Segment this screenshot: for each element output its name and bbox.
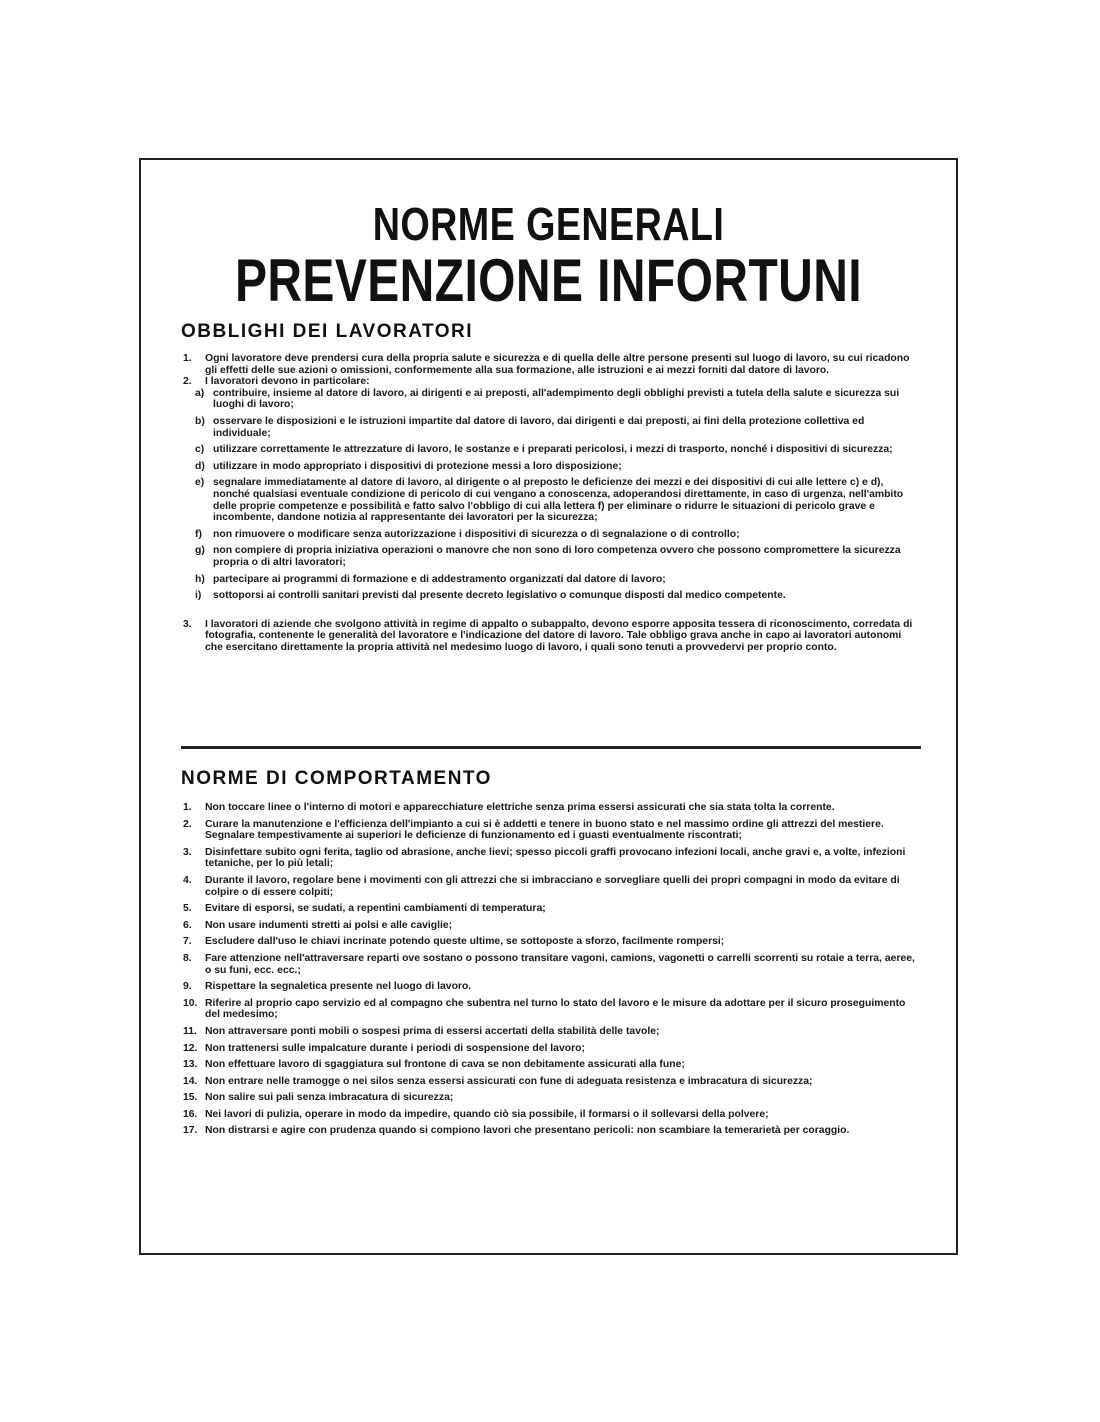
item-letter: b) [195,415,205,427]
item-letter: d) [195,460,205,472]
item-text: Non salire sui pali senza imbracatura di sicurezza; [205,1092,454,1104]
list-item [181,1109,921,1121]
list-item [181,936,921,948]
item-number: 1. [183,802,192,813]
list-item [181,802,921,814]
item-number: 7. [183,936,192,948]
item-text: Non entrare nelle tramogge o nei silos senza essersi assicurati con fune di adeguata resistenza e imbracatura di sicurezza; [205,1075,813,1087]
item-number: 2. [183,376,192,388]
poster-title-line1: NORME GENERALI [372,198,725,250]
item-number: 6. [183,919,192,931]
item-text: Escludere dall'uso le chiavi incrinate potendo queste ultime, se sottoposte a sforzo, facilmente rompersi; [205,936,725,948]
item-letter: i) [195,590,202,602]
item-text: Durante il lavoro, regolare bene i movimenti con gli attrezzi che si imbracciano e sorvegliare quelli dei propri compagni in modo da evitare di colpire o di essere colpiti; [205,874,900,898]
list-item [181,953,921,976]
list-item [181,477,921,523]
list-item [181,1059,921,1071]
list-item [181,1076,921,1088]
item-text: Ogni lavoratore deve prendersi cura della propria salute e sicurezza e di quella delle altre persone presenti sul luogo di lavoro, su cui ricadono gli effetti delle sue azioni o omissioni, conformemente alla sua formazione, alle istruzioni e ai mezzi forniti dal datore di lavoro. [205,353,910,376]
item-text: non rimuovere o modificare senza autorizzazione i dispositivi di sicurezza o di segnalazione o di controllo; [213,528,740,540]
item-number: 16. [183,1108,198,1120]
item-number: 3. [183,618,192,630]
item-text: Evitare di esporsi, se sudati, a repentini cambiamenti di temperatura; [205,903,546,915]
section-heading-obblighi: OBBLIGHI DEI LAVORATORI [181,321,474,342]
item-number: 11. [183,1025,197,1037]
item-number: 1. [183,353,192,364]
item-letter: a) [195,387,205,399]
list-item [181,461,921,473]
list-item [181,529,921,541]
item-number: 3. [183,846,192,858]
item-text: Curare la manutenzione e l'efficienza dell'impianto a cui si è addetti e tenere in buono stato e nel massimo ordine gli attrezzi del mestiere. Segnalare tempestivamente ai superiori le deficienze di funzionamento ed i guasti eventualmente riscontrati; [205,818,884,842]
item-text: utilizzare correttamente le attrezzature di lavoro, le sostanze e i preparati pericolosi, i mezzi di trasporto, nonché i dispositivi di sicurezza; [213,444,893,456]
list-item [181,1092,921,1104]
item-letter: c) [195,444,205,456]
item-number: 2. [183,818,192,830]
item-number: 10. [183,997,198,1009]
item-text: Rispettare la segnaletica presente nel luogo di lavoro. [205,981,472,993]
item-text: osservare le disposizioni e le istruzioni impartite dal datore di lavoro, dai dirigenti e dai preposti, ai fini della protezione collettiva ed individuale; [213,415,865,439]
item-text: Riferire al proprio capo servizio ed al compagno che subentra nel turno lo stato del lavoro e le misure da adottare per il sicuro proseguimento del medesimo; [205,997,906,1021]
item-number: 17. [183,1125,198,1137]
item-text: utilizzare in modo appropriato i dispositivi di protezione messi a loro disposizione; [213,460,622,472]
list-item [181,819,921,842]
item-letter: h) [195,573,205,585]
list-item [181,444,921,456]
list-item [181,388,921,411]
item-text: partecipare ai programmi di formazione e di addestramento organizzati dal datore di lavoro; [213,573,666,585]
item-text: Non toccare linee o l'interno di motori e apparecchiature elettriche senza prima essersi assicurati che sia stata tolta la corrente. [205,802,835,813]
item-letter: e) [195,477,205,489]
list-item [181,903,921,915]
list-item [181,847,921,870]
list-item [181,376,921,388]
item-text: I lavoratori di aziende che svolgono attività in regime di appalto o subappalto, devono esporre apposita tessera di riconoscimento, corredata di fotografia, contenente le generalità del lavoratore e l'indicazione del datore di lavoro. Tale obbligo grava anche in capo ai lavoratori autonomi che esercitano direttamente la propria attività nel medesimo luogo di lavoro, i quali sono tenuti a provvedervi per proprio conto. [205,618,913,653]
list-item [181,353,921,376]
item-number: 5. [183,903,192,915]
safety-poster [139,158,958,1255]
list-item [181,619,921,654]
item-text: contribuire, insieme al datore di lavoro, ai dirigenti e ai preposti, all'adempimento degli obblighi previsti a tutela della salute e sicurezza sui luoghi di lavoro; [213,387,900,411]
item-text: Non usare indumenti stretti ai polsi e alle caviglie; [205,919,453,931]
list-item [181,590,921,602]
item-text: Fare attenzione nell'attraversare reparti ove sostano o possono transitare vagoni, camions, vagonetti o carrelli scorrenti su rotaie a terra, aeree, o su funi, ecc. ecc.; [205,952,915,976]
obblighi-list [181,353,921,658]
item-number: 15. [183,1092,198,1104]
item-text: sottoporsi ai controlli sanitari previsti dal presente decreto legislativo o comunque disposti dal medico competente. [213,590,786,602]
item-text: I lavoratori devono in particolare: [205,376,370,388]
list-item [181,1043,921,1055]
item-text: Nei lavori di pulizia, operare in modo da impedire, quando ciò sia possibile, il formarsi o il sollevarsi della polvere; [205,1108,769,1120]
list-item [181,416,921,439]
item-number: 14. [183,1075,198,1087]
item-number: 12. [183,1042,198,1054]
item-letter: f) [195,528,202,540]
item-text: Non effettuare lavoro di sgaggiatura sul frontone di cava se non debitamente assicurati alla fune; [205,1059,685,1071]
poster-title-line2: PREVENZIONE INFORTUNI [234,247,863,314]
list-item [181,981,921,993]
list-item [181,545,921,568]
item-number: 13. [183,1059,198,1071]
list-item [181,1026,921,1038]
list-item [181,574,921,586]
section-heading-norme: NORME DI COMPORTAMENTO [181,768,492,789]
item-text: Non trattenersi sulle impalcature durante i periodi di sospensione del lavoro; [205,1042,585,1054]
item-number: 9. [183,981,192,993]
item-text: Non distrarsi e agire con prudenza quando si compiono lavori che presentano pericoli: non scambiare la temerarietà per coraggio. [205,1125,850,1137]
item-number: 8. [183,952,192,964]
item-text: Non attraversare ponti mobili o sospesi prima di essersi accertati della stabilità delle tavole; [205,1025,660,1037]
list-item [181,1125,921,1137]
item-text: segnalare immediatamente al datore di lavoro, al dirigente o al preposto le deficienze dei mezzi e dei dispositivi di cui alle lettere c) e d), nonché qualsiasi eventuale condizione di pericolo di cui vengano a conoscenza, adoperandosi direttamente, in caso di urgenza, nell'ambito delle proprie competenze e possibilità e fatto salvo l'obbligo di cui alla lettera f) per eliminare o ridurre le situazioni di pericolo grave e incombente, dandone notizia al rappresentante dei lavoratori per la sicurezza; [213,477,904,524]
list-item [181,875,921,898]
item-letter: g) [195,545,205,557]
norme-list [181,802,921,1142]
item-text: Disinfettare subito ogni ferita, taglio od abrasione, anche lievi; spesso piccoli graffi provocano infezioni locali, anche gravi e, a volte, infezioni tetaniche, per lo più letali; [205,846,906,870]
item-text: non compiere di propria iniziativa operazioni o manovre che non sono di loro competenza ovvero che possono compromettere la sicurezza propria o di altri lavoratori; [213,545,901,568]
item-number: 4. [183,874,192,886]
list-item [181,920,921,932]
section-divider [181,746,921,749]
list-item [181,998,921,1021]
